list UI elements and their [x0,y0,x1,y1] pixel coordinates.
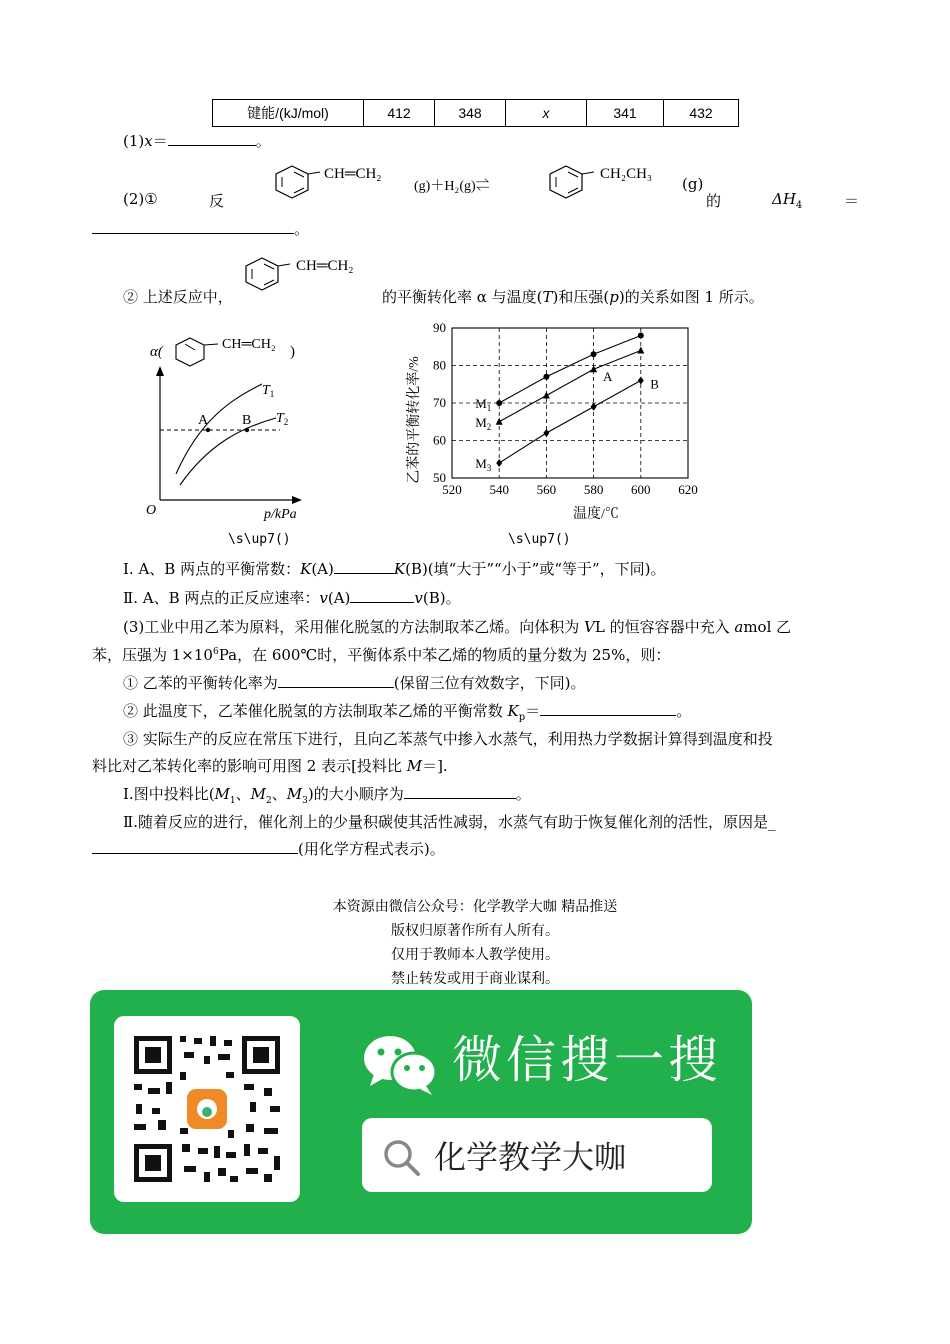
answer-blank[interactable] [540,701,676,716]
figure-1-caption: \s\up7() [228,532,291,547]
series-label-m1: $M_1$ [475,396,492,413]
phase-g: (g) [682,175,704,193]
footer-line-4: 禁止转发或用于商业谋利。 [391,971,559,987]
label-t1: $T_1$ [262,383,275,399]
svg-text:O: O [146,503,157,518]
search-icon [382,1138,422,1178]
styrene-structure [244,252,384,294]
svg-text:B: B [242,413,252,428]
series-line-m3 [499,381,641,464]
delta-h: $\Delta H_4$ [772,190,803,211]
table-cell: 432 [664,100,739,127]
table-header-cell: 键能/(kJ/mol) [213,100,364,127]
word-de: 的 [706,192,722,210]
answer-blank[interactable] [278,673,394,688]
question-ii: Ⅱ. A、B 两点的正反应速率：v(A) v(B)。 [123,589,461,607]
equals-sign: ＝ [844,192,860,210]
search-box[interactable] [362,1118,712,1192]
data-point [638,333,644,339]
question-3-line2: 苯，压强为 $1\times 10^6Pa$，在 600℃时，平衡体系中苯乙烯的物质的量分数为 25%，则： [92,646,671,664]
answer-blank[interactable] [168,131,256,146]
wechat-search-banner[interactable] [90,990,752,1234]
question-3-sub1: ① 乙苯的平衡转化率为 (保留三位有效数字，下同)。 [123,674,586,692]
question-i: Ⅰ. A、B 两点的平衡常数：K(A) K(B)(填“大于”“小于”或“等于”，下同)。 [123,560,666,578]
data-point [543,374,549,380]
banner-title: 微信搜一搜 [452,1031,722,1089]
y-tick-label: 70 [433,395,446,410]
annotation-a: A [603,368,613,384]
question-3-sub3-line2: 料比对乙苯转化率的影响可用图 2 表示[投料比 M＝]. [92,757,448,775]
point-a [206,428,210,432]
x-tick-label: 580 [583,482,604,497]
search-text: 化学教学大咖 [434,1138,627,1176]
answer-blank[interactable] [404,784,516,799]
reaction-middle: (g)＋H₂(g)⇌ [414,179,490,194]
data-point [496,400,502,406]
svg-text:CH═CH₂: CH═CH₂ [296,258,354,274]
styrene-reaction-left [274,160,514,200]
qr-code[interactable] [114,1016,300,1202]
data-point [543,429,549,437]
question-2-2-text: 的平衡转化率 α 与温度(T)和压强(p)的关系如图 1 所示。 [382,288,764,306]
figure-1 [140,320,320,530]
x-tick-label: 520 [442,482,462,497]
label-t2: $T_2$ [276,411,289,427]
question-3-line1: (3)工业中用乙苯为原料，采用催化脱氢的方法制取苯乙烯。向体积为 VL 的恒容容器中充入 amol 乙 [123,618,792,636]
answer-line-dh: 。 [92,218,309,239]
question-2-label: (2)① [123,190,158,208]
series-line-m2 [499,351,641,422]
point-b [245,428,249,432]
question-3-sub2: ② 此温度下，乙苯催化脱氢的方法制取苯乙烯的平衡常数 $K_p=$ 。 [123,702,692,723]
alpha-label: α( [150,344,163,360]
table-cell: 412 [364,100,435,127]
qr-code-icon [114,1016,300,1202]
data-point [638,377,644,385]
question-1: (1)x＝ 。 [123,132,271,150]
data-point [496,418,503,425]
table-cell: x [506,100,587,127]
series-label-m2: $M_2$ [475,414,492,432]
data-point [637,347,644,354]
data-point [591,403,597,411]
answer-blank[interactable] [92,219,294,234]
wechat-logo-icon [362,1032,440,1096]
data-point [496,459,502,467]
y-axis-label: 乙苯的平衡转化率/% [407,356,422,484]
curve-t1 [176,384,262,474]
table-cell: 348 [435,100,506,127]
question-2-2: ② 上述反应中， [123,288,233,306]
footer-line-3: 仅用于教师本人教学使用。 [391,947,559,963]
x-axis-label: p/kPa [264,507,297,522]
ethylbenzene-structure [548,160,678,200]
svg-text:A: A [198,413,209,428]
x-tick-label: 540 [489,482,509,497]
y-tick-label: 90 [433,320,446,335]
bond-energy-table [212,99,739,127]
styrene-formula: CH═CH₂ [324,166,382,182]
footer-line-1: 本资源由微信公众号：化学教学大咖 精品推送 [332,899,618,915]
svg-text:): ) [290,344,295,360]
table-cell: 341 [587,100,664,127]
y-tick-label: 50 [433,470,446,485]
y-tick-label: 80 [433,357,446,373]
x-tick-label: 600 [631,482,651,497]
x-tick-label: 560 [536,482,557,497]
answer-blank[interactable] [92,839,298,854]
question-3-i: Ⅰ.图中投料比($M_1$、$M_2$、$M_3$)的大小顺序为 。 [123,785,531,806]
y-tick-label: 60 [433,432,446,448]
x-axis-label: 温度/℃ [573,507,619,522]
question-3-ii: Ⅱ.随着反应的进行，催化剂上的少量积碳使其活性减弱，水蒸气有助于恢复催化剂的活性，原因是_ [123,813,776,831]
answer-blank[interactable] [350,588,414,603]
question-3-ii-line2: (用化学方程式表示)。 [92,838,445,859]
annotation-b: B [650,376,659,392]
figure-2-caption: \s\up7() [508,532,571,547]
table-row [213,100,739,127]
x-tick-label: 620 [678,482,698,497]
answer-blank[interactable] [334,559,394,574]
data-point [543,392,550,399]
series-label-m3: $M_3$ [475,456,492,473]
footer-line-2: 版权归原著作所有人所有。 [391,923,559,939]
figure-2-chart [400,318,720,528]
data-point [591,351,597,357]
question-2-word: 反 [209,192,225,210]
question-3-sub3-line1: ③ 实际生产的反应在常压下进行，且向乙苯蒸气中掺入水蒸气，利用热力学数据计算得到温度和投 [123,730,773,748]
svg-text:CH═CH₂: CH═CH₂ [222,337,276,352]
ethylbenzene-formula: CH₂CH₃ [600,166,653,182]
curve-t2 [180,418,276,485]
